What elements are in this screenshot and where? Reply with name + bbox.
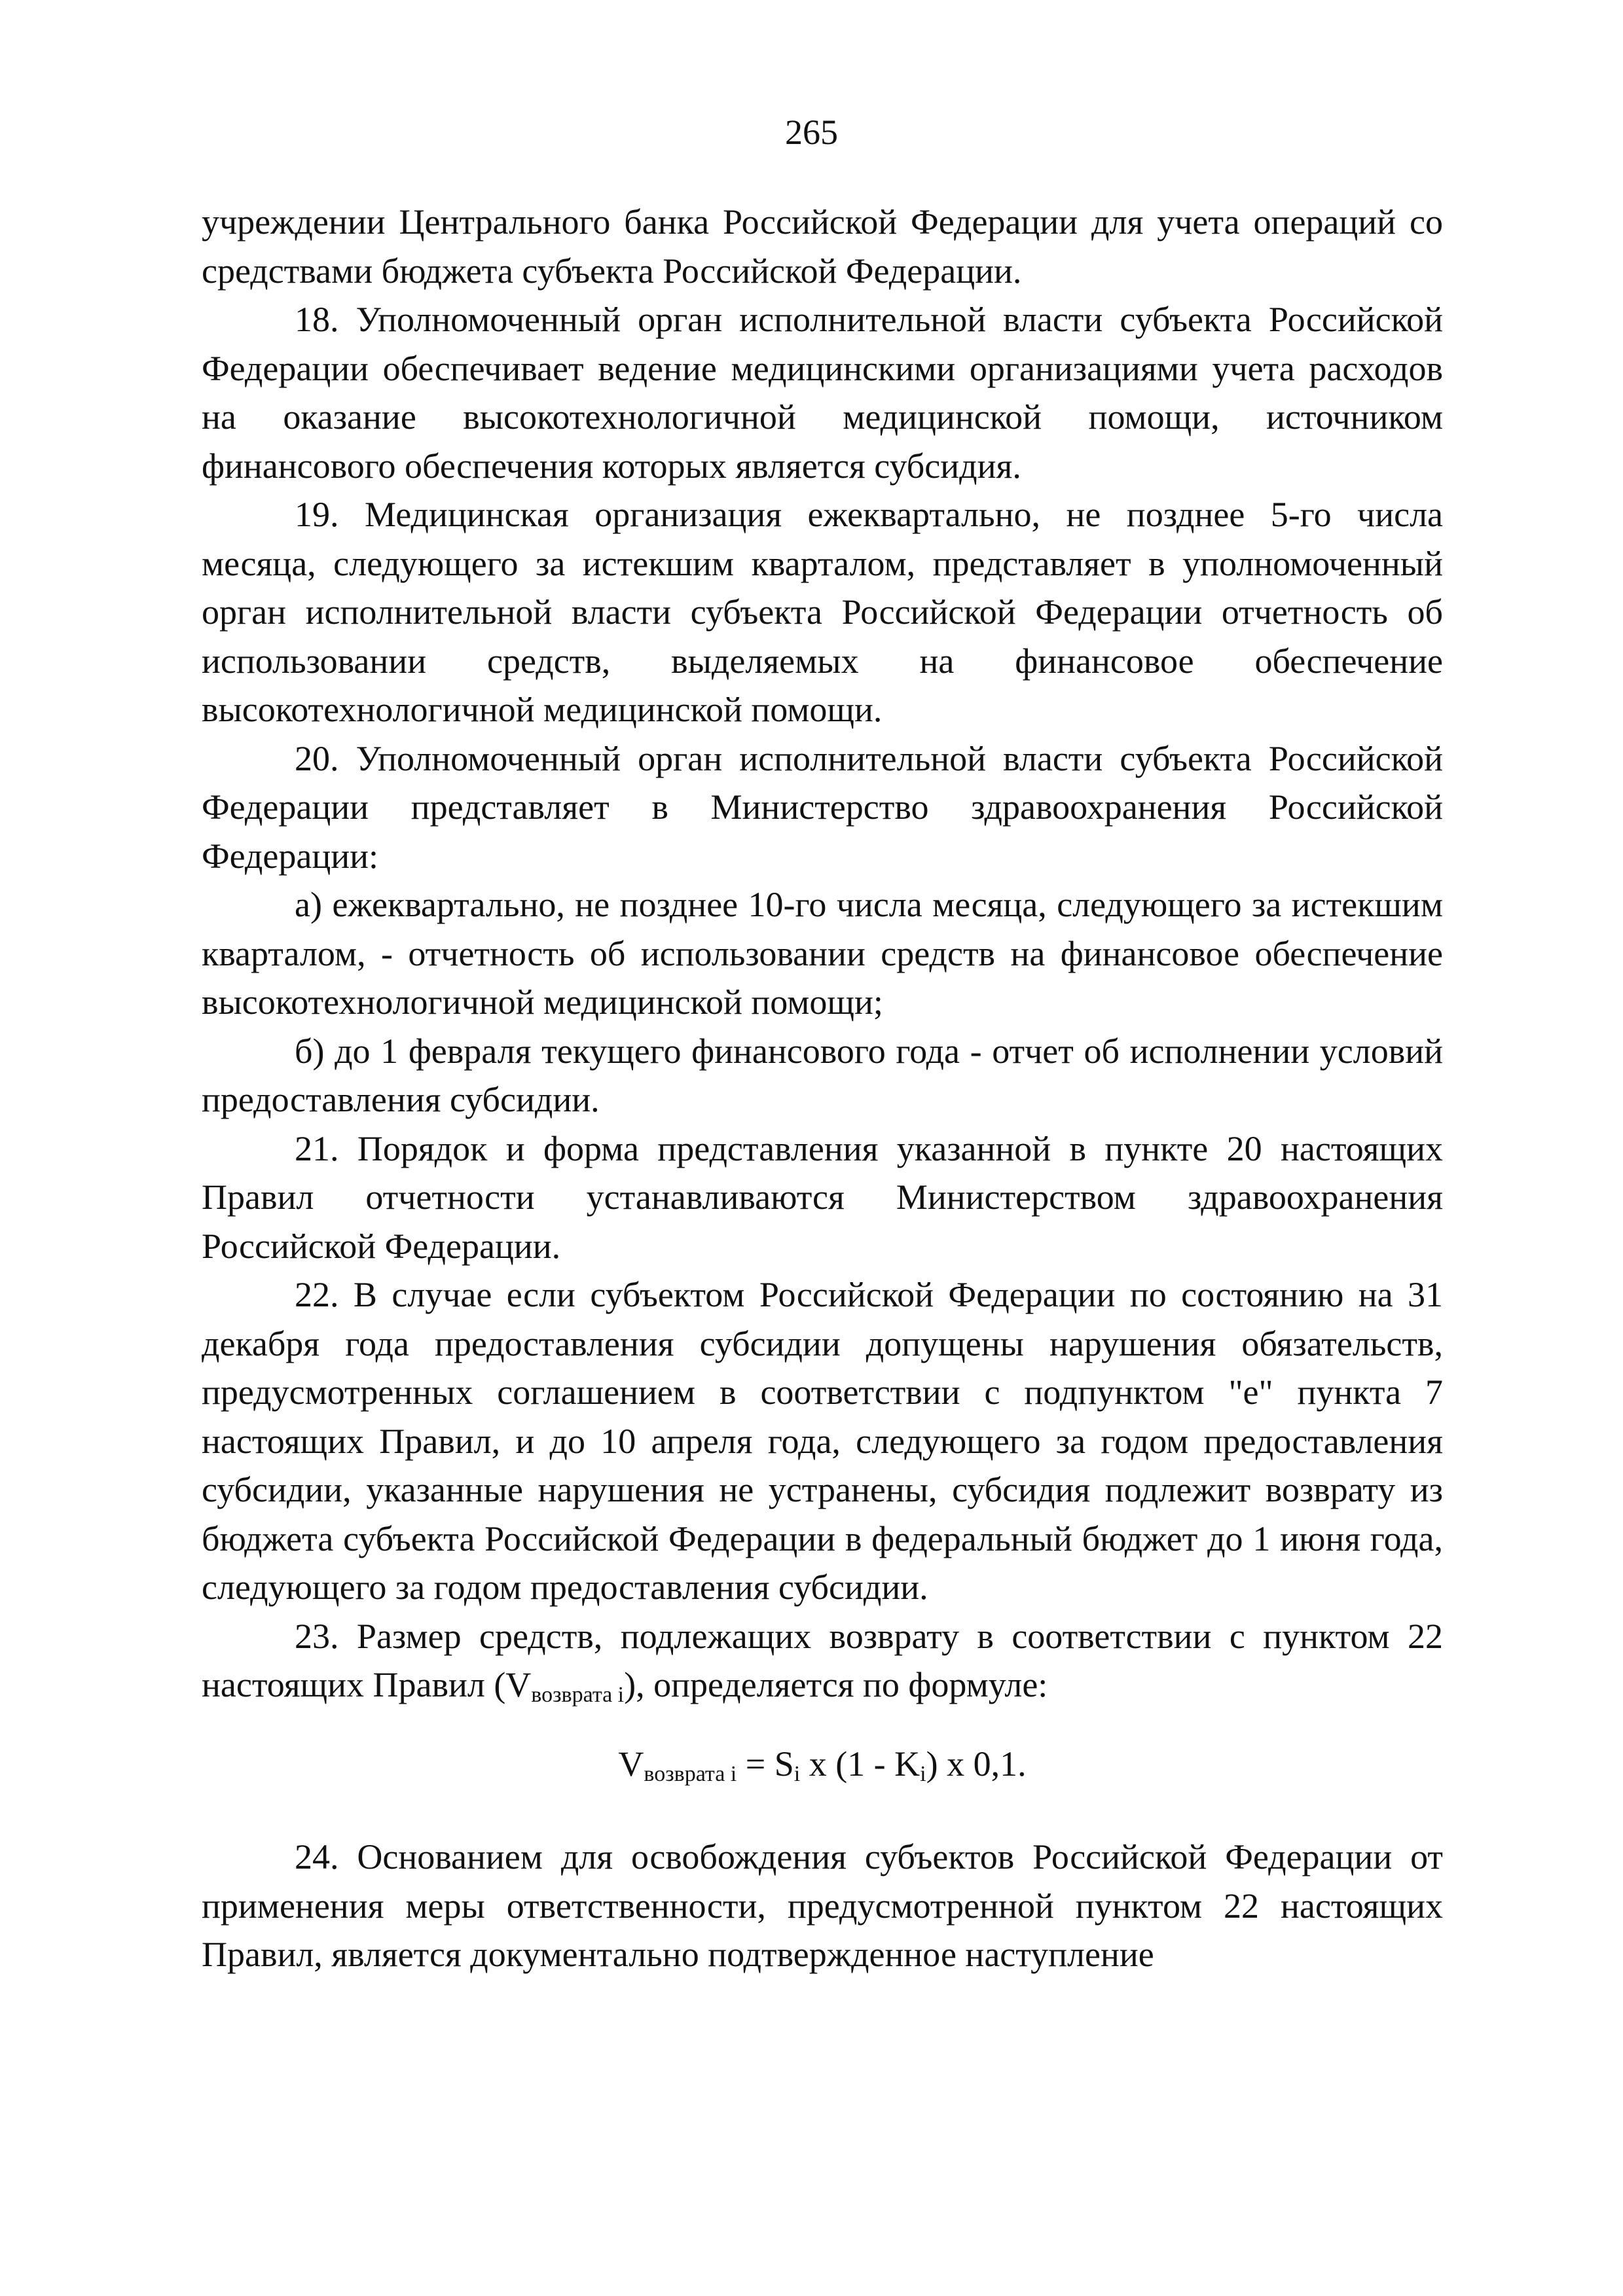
paragraph-23 bbox=[202, 1612, 1443, 1710]
formula-v-subscript: возврата i bbox=[644, 1761, 737, 1786]
paragraph-23-text-after: ), определяется по формуле: bbox=[624, 1665, 1048, 1704]
paragraph-20-b: б) до 1 февраля текущего финансового года - отчет об исполнении условий предоставления субсидии. bbox=[202, 1031, 1443, 1119]
paragraph-24: 24. Основанием для освобождения субъектов Российской Федерации от применения меры ответственности, предусмотренной пунктом 22 настоящих Правил, является документально подтвержденное наступление bbox=[202, 1837, 1443, 1974]
paragraph-23-subscript: возврата i bbox=[531, 1683, 625, 1707]
document-body bbox=[202, 198, 1443, 1979]
formula-s-subscript: i bbox=[793, 1761, 801, 1786]
paragraph-23-text-before: 23. Размер средств, подлежащих возврату в соответствии с пунктом 22 настоящих Правил (V bbox=[202, 1616, 1443, 1704]
formula-k-subscript: i bbox=[920, 1761, 926, 1786]
paragraph-19: 19. Медицинская организация ежеквартально, не позднее 5-го числа месяца, следующего за истекшим кварталом, представляет в уполномоченный орган исполнительной власти субъекта Российской Федерации отчетность об использовании средств, выделяемых на финансовое обеспечение высокотехнологичной медицинской помощи. bbox=[202, 495, 1443, 729]
paragraph-18: 18. Уполномоченный орган исполнительной власти субъекта Российской Федерации обеспечивает ведение медицинскими организациями учета расходов на оказание высокотехнологичной медицинской помощи, источником финансового обеспечения которых является субсидия. bbox=[202, 300, 1443, 486]
page-number: 265 bbox=[785, 113, 838, 152]
paragraph-continuation: учреждении Центрального банка Российской Федерации для учета операций со средствами бюджета субъекта Российской Федерации. bbox=[202, 202, 1443, 291]
formula-equals-s: = S bbox=[737, 1744, 794, 1784]
formula-middle: x (1 - K bbox=[800, 1744, 921, 1784]
paragraph-20-a: а) ежеквартально, не позднее 10-го числа месяца, следующего за истекшим кварталом, - отчетность об использовании средств на финансовое обеспечение высокотехнологичной медицинской помощи; bbox=[202, 885, 1443, 1022]
formula-end: ) x 0,1. bbox=[926, 1744, 1027, 1784]
paragraph-20: 20. Уполномоченный орган исполнительной власти субъекта Российской Федерации представляет в Министерство здравоохранения Российской Федерации: bbox=[202, 738, 1443, 876]
paragraph-22: 22. В случае если субъектом Российской Федерации по состоянию на 31 декабря года предоставления субсидии допущены нарушения обязательств, предусмотренных соглашением в соответствии с подпунктом "е" пункта 7 настоящих Правил, и до 10 апреля года, следующего за годом предоставления субсидии, указанные нарушения не устранены, субсидия подлежит возврату из бюджета субъекта Российской Федерации в федеральный бюджет до 1 июня года, следующего за годом предоставления субсидии. bbox=[202, 1275, 1443, 1607]
paragraph-21: 21. Порядок и форма представления указанной в пункте 20 настоящих Правил отчетности устанавливаются Министерством здравоохранения Российской Федерации. bbox=[202, 1128, 1443, 1266]
refund-formula bbox=[202, 1740, 1443, 1789]
formula-v: V bbox=[618, 1744, 644, 1784]
